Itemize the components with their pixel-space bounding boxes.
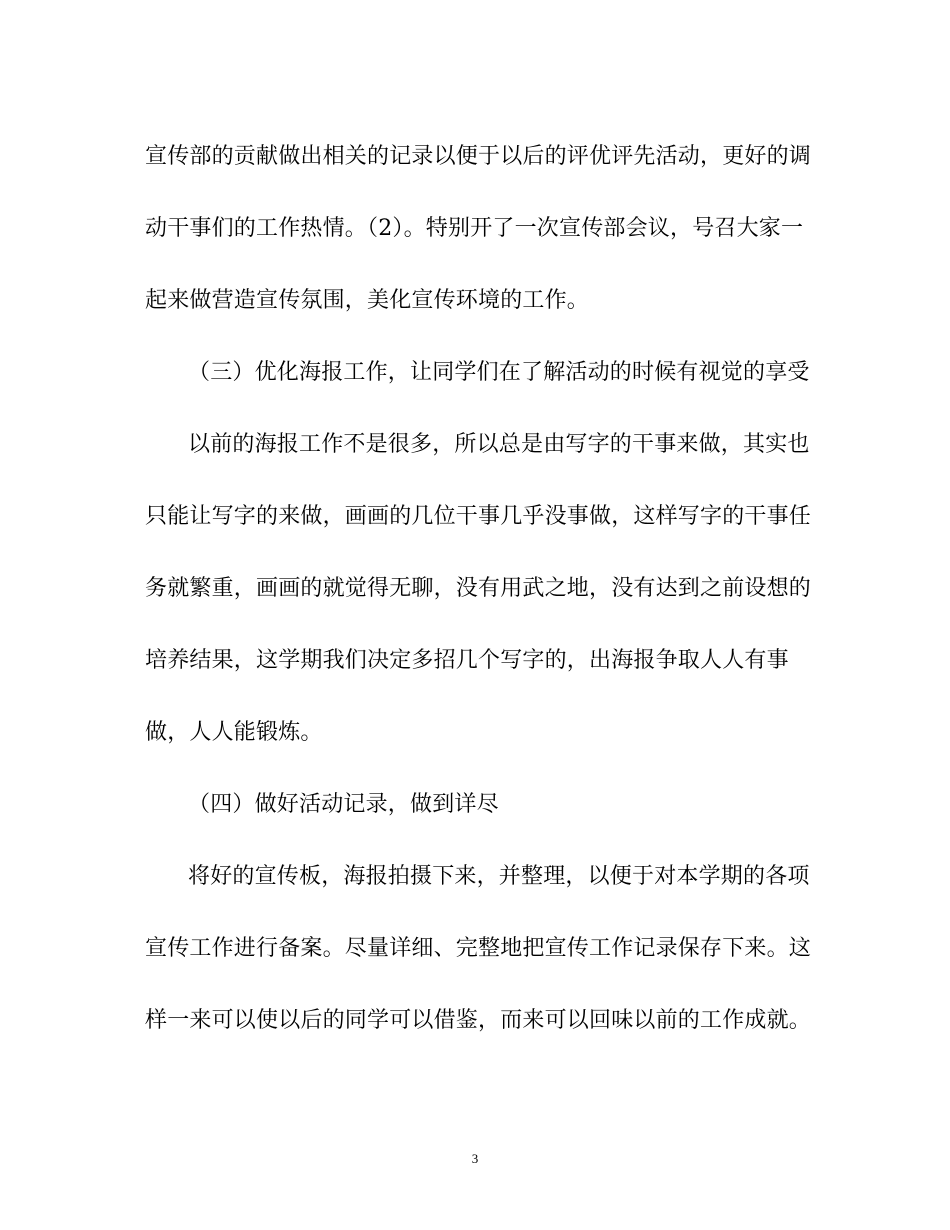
- body-text-line: 培养结果，这学期我们决定多招几个写字的，出海报争取人人有事: [145, 648, 789, 673]
- body-text-line: 起来做营造宣传氛围，美化宣传环境的工作。: [145, 288, 590, 313]
- body-text-line: 以前的海报工作不是很多，所以总是由写字的干事来做，其实也: [188, 432, 810, 457]
- body-text-line: 务就繁重，画画的就觉得无聊，没有用武之地，没有达到之前设想的: [145, 576, 812, 601]
- section-heading-3: （三）优化海报工作，让同学们在了解活动的时候有视觉的享受: [188, 360, 810, 385]
- body-text-line: 样一来可以使以后的同学可以借鉴，而来可以回味以前的工作成就。: [145, 1008, 812, 1033]
- body-text-line: 做，人人能锻炼。: [145, 720, 323, 745]
- body-text-line: 宣传工作进行备案。尽量详细、完整地把宣传工作记录保存下来。这: [145, 936, 812, 961]
- body-text-line: 只能让写字的来做，画画的几位干事几乎没事做，这样写字的干事任: [145, 504, 812, 529]
- page-number: 3: [471, 1151, 479, 1166]
- body-text-line: 宣传部的贡献做出相关的记录以便于以后的评优评先活动，更好的调: [145, 144, 812, 169]
- body-text-line: 将好的宣传板，海报拍摄下来，并整理，以便于对本学期的各项: [188, 864, 810, 889]
- body-text-line: 动干事们的工作热情。（2）。特别开了一次宣传部会议，号召大家一: [145, 216, 804, 241]
- section-heading-4: （四）做好活动记录，做到详尽: [188, 792, 499, 817]
